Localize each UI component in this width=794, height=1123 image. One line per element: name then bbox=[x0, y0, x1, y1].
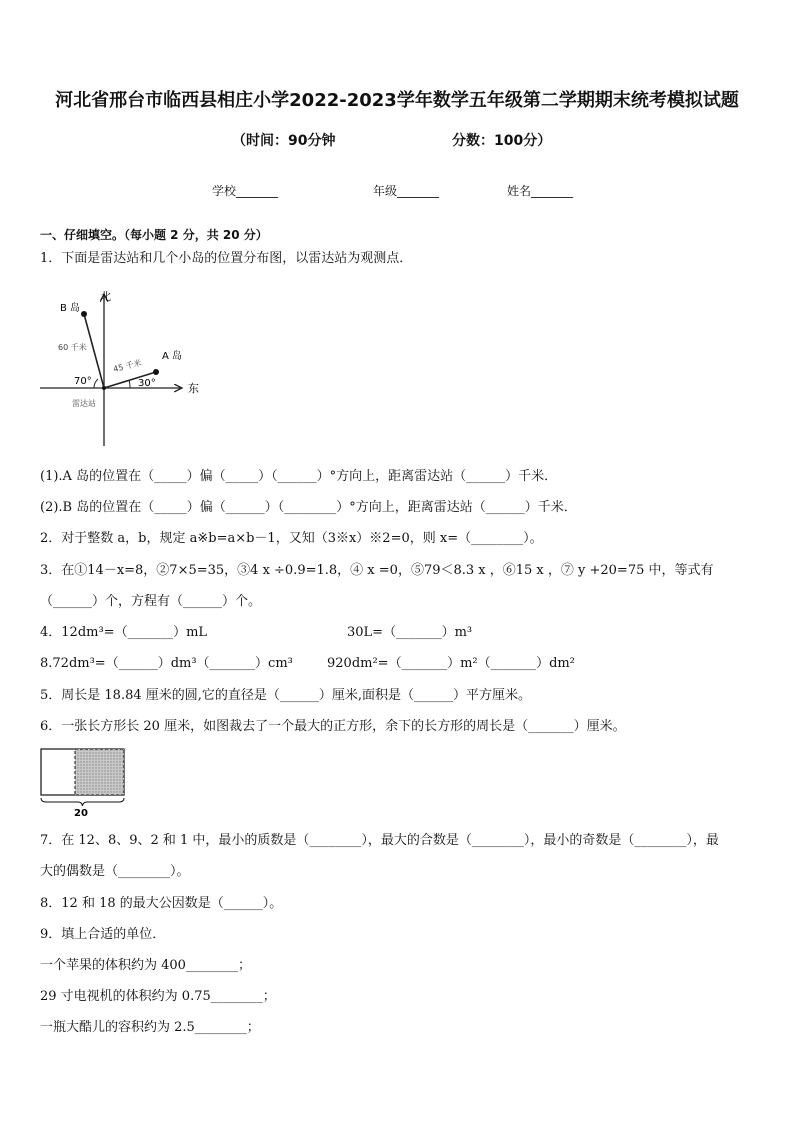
angle-arc-b bbox=[94, 379, 98, 388]
b-island-point bbox=[81, 311, 87, 317]
question-9-c: 一瓶大酷儿的容积约为 2.5________； bbox=[40, 1020, 260, 1035]
radar-station-point bbox=[102, 386, 106, 390]
b-distance-label: 60 千米 bbox=[58, 343, 87, 352]
rectangle-figure bbox=[38, 746, 130, 818]
question-7-line-2: 大的偶数是（________）。 bbox=[40, 864, 190, 879]
length-brace bbox=[41, 798, 124, 806]
question-3-line-2: （______）个，方程有（______）个。 bbox=[40, 594, 262, 609]
exam-score: 分数：100分） bbox=[452, 133, 552, 149]
question-6-stem: 6．一张长方形长 20 厘米，如图裁去了一个最大的正方形，余下的长方形的周长是（_______）厘米。 bbox=[40, 719, 626, 734]
question-4-c: 8.72dm³=（______）dm³（_______）cm³ bbox=[40, 656, 293, 671]
name-field: 姓名_______ bbox=[507, 184, 574, 198]
a-island-point bbox=[153, 369, 159, 375]
angle-arc-a bbox=[129, 380, 130, 388]
east-label: 东 bbox=[188, 382, 199, 395]
question-5: 5．周长是 18.84 厘米的圆,它的直径是（______）厘米,面积是（______）平方厘米。 bbox=[40, 688, 532, 703]
question-9-a: 一个苹果的体积约为 400________； bbox=[40, 958, 251, 973]
question-8: 8．12 和 18 的最大公因数是（______）。 bbox=[40, 896, 283, 911]
north-label: 北 bbox=[100, 290, 111, 303]
length-label: 20 bbox=[74, 808, 88, 818]
school-field: 学校_______ bbox=[212, 184, 279, 198]
radar-diagram bbox=[38, 284, 218, 450]
question-3-line-1: 3．在①14－x=8，②7×5=35，③4 x ÷0.9=1.8，④ x =0，⑤79＜8.3 x ，⑥15 x ，⑦ y +20=75 中，等式有 bbox=[40, 563, 714, 578]
angle-b-label: 70° bbox=[74, 376, 92, 387]
question-4-d: 920dm²=（_______）m²（_______）dm² bbox=[327, 656, 575, 671]
question-9-stem: 9．填上合适的单位． bbox=[40, 927, 166, 942]
grade-field: 年级_______ bbox=[373, 184, 440, 198]
question-4-b: 30L=（_______）m³ bbox=[347, 625, 473, 640]
question-7-line-1: 7．在 12、8、9、2 和 1 中，最小的质数是（________），最大的合数是（________），最小的奇数是（________），最 bbox=[40, 833, 719, 848]
exam-title: 河北省邢台市临西县相庄小学2022-2023学年数学五年级第二学期期末统考模拟试题 bbox=[55, 90, 739, 111]
a-island-label: A 岛 bbox=[162, 351, 183, 362]
question-1-part-2: (2).B 岛的位置在（_____）偏（______）（________）°方向上，距离雷达站（______）千米． bbox=[40, 500, 577, 515]
exam-time: （时间：90分钟 bbox=[232, 133, 336, 149]
a-distance-label: 45 千米 bbox=[112, 358, 143, 374]
question-2: 2．对于整数 a，b，规定 a※b=a×b－1，又知（3※x）※2=0，则 x=（________）。 bbox=[40, 531, 543, 546]
question-1-stem: 1．下面是雷达站和几个小岛的位置分布图，以雷达站为观测点． bbox=[40, 251, 413, 266]
question-1-part-1: (1).A 岛的位置在（_____）偏（_____）（______）°方向上，距离雷达站（______）千米． bbox=[40, 469, 558, 484]
question-9-b: 29 寸电视机的体积约为 0.75________； bbox=[40, 989, 276, 1004]
cut-square bbox=[75, 749, 124, 795]
question-4-a: 4．12dm³=（_______）mL bbox=[40, 625, 208, 640]
section-heading: 一、仔细填空。（每小题 2 分，共 20 分） bbox=[40, 228, 268, 242]
b-island-label: B 岛 bbox=[60, 303, 81, 314]
radar-station-label: 雷达站 bbox=[72, 399, 96, 408]
angle-a-label: 30° bbox=[138, 378, 156, 389]
